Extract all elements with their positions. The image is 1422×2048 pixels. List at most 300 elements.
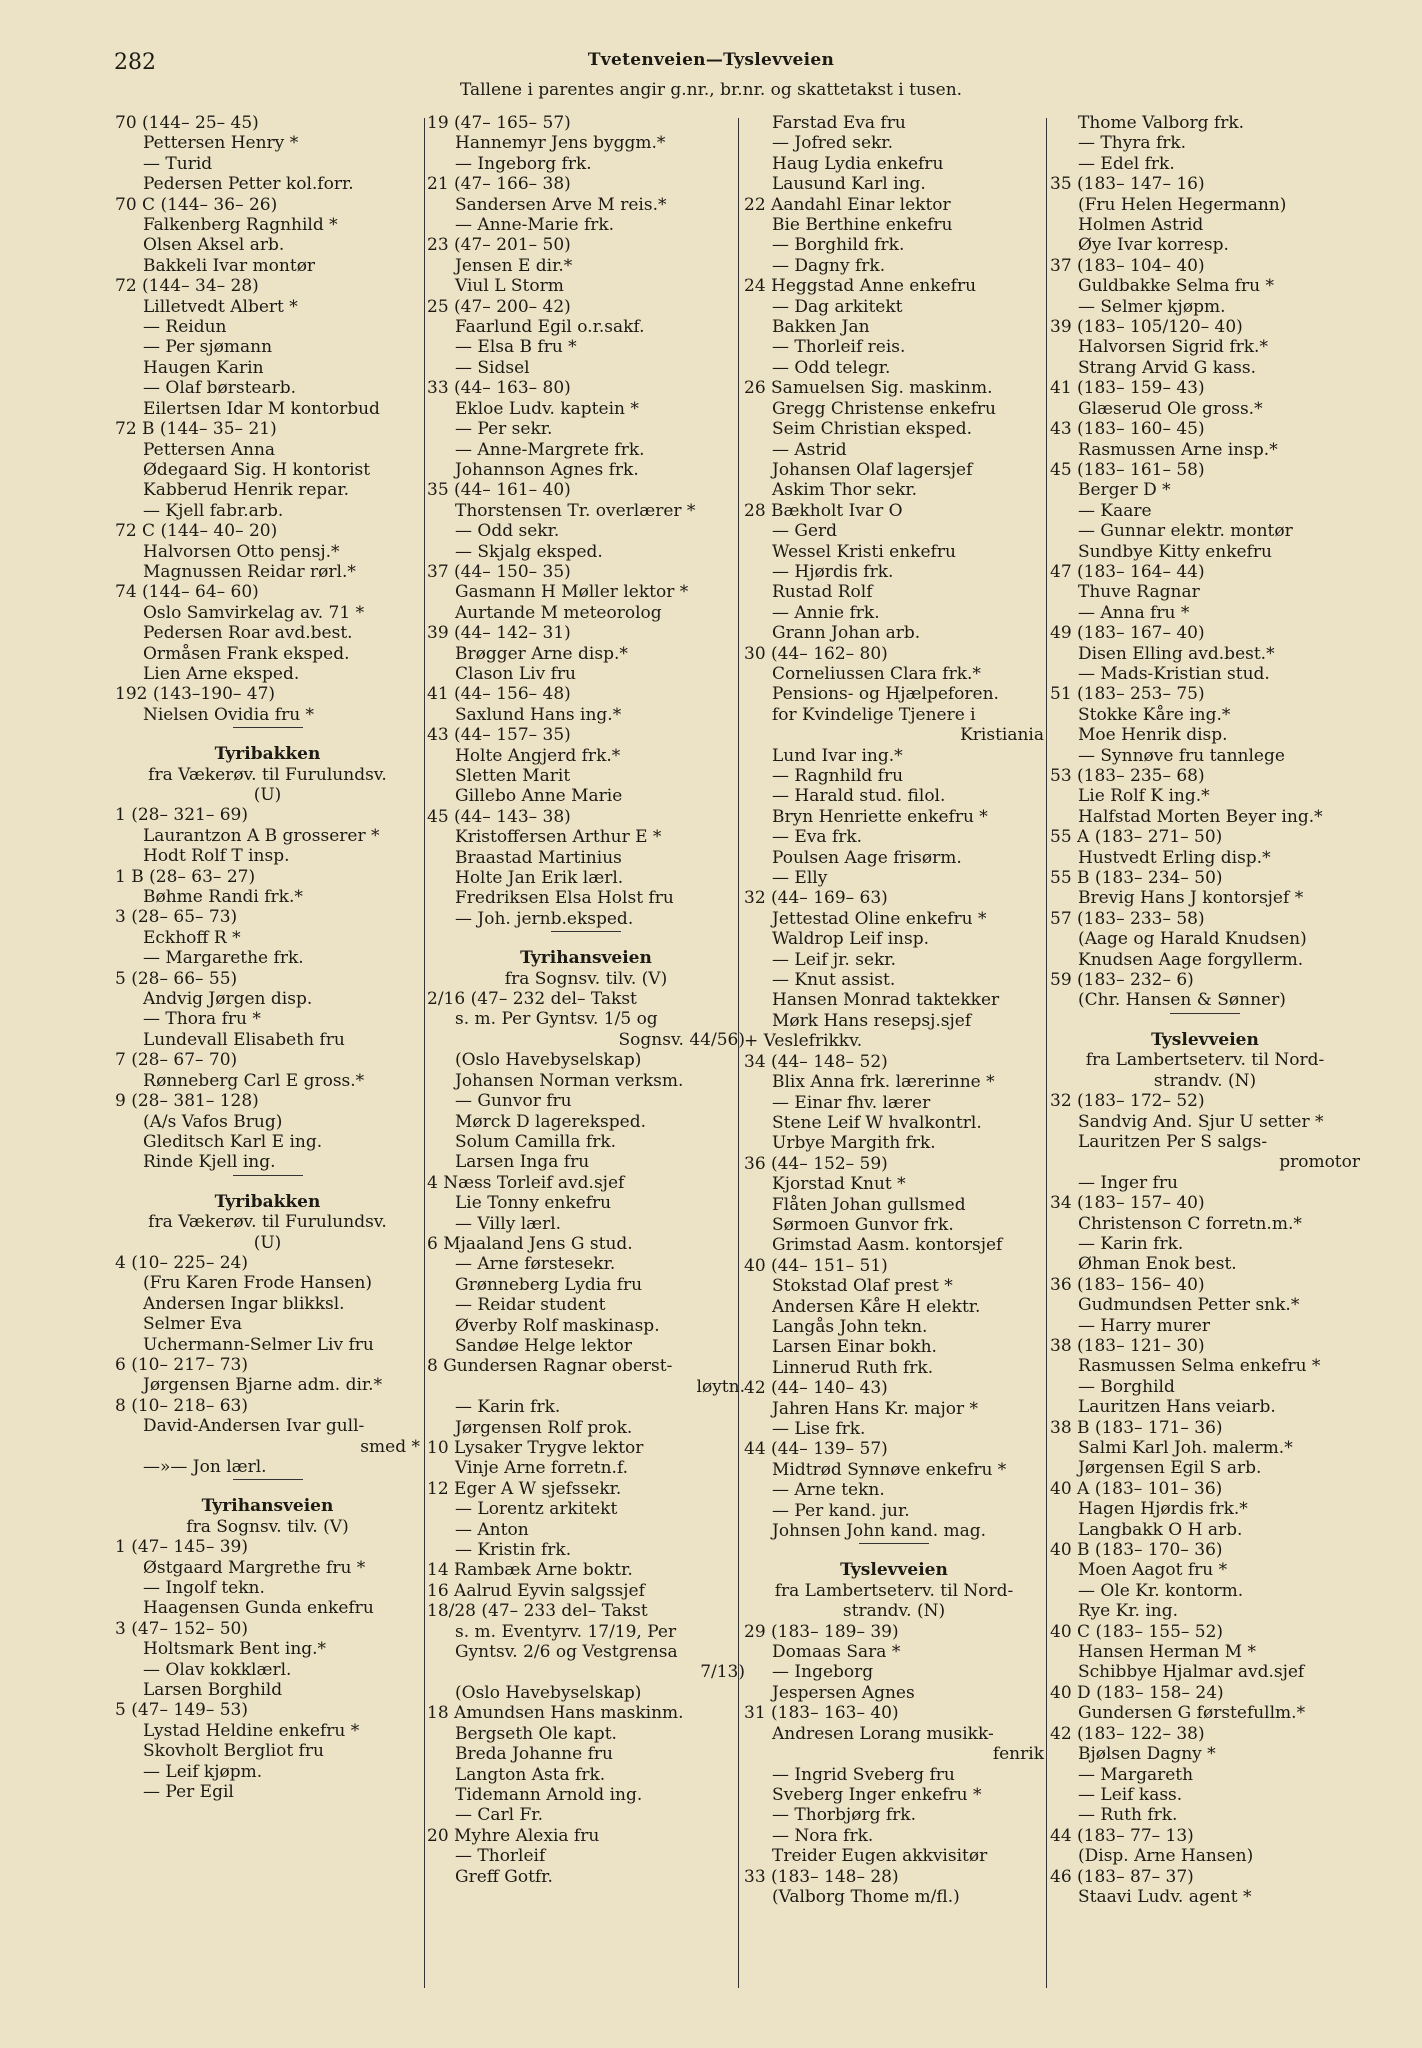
resident-line: Clason Liv fru <box>455 663 576 684</box>
address-line: 38 (183– 121– 30) <box>1050 1335 1205 1356</box>
resident-line: Øye Ivar korresp. <box>1078 235 1229 256</box>
address-line: 32 (44– 169– 63) <box>744 888 888 909</box>
resident-line: Oslo Samvirkelag av. 71 * <box>143 602 365 623</box>
resident-line: Ødegaard Sig. H kontorist <box>143 459 371 480</box>
address-line: 70 (144– 25– 45) <box>115 113 259 133</box>
resident-line: Holte Jan Erik lærl. <box>455 868 624 889</box>
address-line: 33 (44– 163– 80) <box>427 378 571 399</box>
address-line: 16 Aalrud Eyvin salgssjef <box>427 1580 645 1601</box>
address-line: 36 (44– 152– 59) <box>744 1153 888 1174</box>
resident-line: Halvorsen Sigrid frk.* <box>1078 337 1268 358</box>
resident-line: — Thorbjørg frk. <box>772 1805 916 1826</box>
resident-line: — Kaare <box>1078 500 1152 521</box>
resident-line: Johansen Olaf lagersjef <box>772 459 973 480</box>
resident-line: — Anne-Marie frk. <box>455 215 615 236</box>
column-divider <box>1046 118 1047 1988</box>
resident-line: Lauritzen Per S salgs- <box>1078 1131 1268 1152</box>
resident-line: Langås John tekn. <box>772 1316 928 1337</box>
address-line: 35 (44– 161– 40) <box>427 480 571 501</box>
resident-line: Brevig Hans J kontorsjef * <box>1078 888 1304 909</box>
resident-line: — Kjell fabr.arb. <box>143 500 284 521</box>
resident-line: Gundersen G førstefullm.* <box>1078 1703 1306 1724</box>
resident-line: — Per kand. jur. <box>772 1500 910 1521</box>
resident-line: Larsen Inga fru <box>455 1152 590 1173</box>
resident-line: Lie Tonny enkefru <box>455 1193 612 1214</box>
address-line: 1 (28– 321– 69) <box>115 805 249 826</box>
resident-line: — Ingeborg frk. <box>455 153 592 174</box>
resident-line: Pedersen Roar avd.best. <box>143 623 353 644</box>
resident-line: Disen Elling avd.best.* <box>1078 643 1275 664</box>
resident-line: — Thorleif reis. <box>772 337 906 358</box>
resident-line: — Ingeborg <box>772 1662 874 1683</box>
resident-line: — Eva frk. <box>772 827 863 848</box>
resident-line: Poulsen Aage frisørm. <box>772 847 962 868</box>
resident-line: Solum Camilla frk. <box>455 1131 617 1152</box>
resident-line: — Joh. jernb.eksped. <box>455 908 634 929</box>
resident-line: — Thora fru * <box>143 1009 261 1030</box>
resident-line: (Valborg Thome m/fl.) <box>772 1886 960 1907</box>
resident-line: — Nora frk. <box>772 1825 874 1846</box>
address-line: 45 (44– 143– 38) <box>427 806 571 827</box>
line-continuation: løytn. <box>696 1376 745 1397</box>
resident-line: Thuve Ragnar <box>1078 582 1200 603</box>
resident-line: — Reidar student <box>455 1295 606 1316</box>
address-line: 19 (47– 165– 57) <box>427 113 571 133</box>
resident-line: Kristoffersen Arthur E * <box>455 827 662 848</box>
address-line: 72 C (144– 40– 20) <box>115 521 278 542</box>
address-line: 41 (183– 159– 43) <box>1050 378 1205 399</box>
resident-line: Lausund Karl ing. <box>772 174 926 195</box>
section-divider <box>1170 1013 1240 1014</box>
street-range: fra Lambertseterv. til Nord- <box>774 1580 1014 1601</box>
resident-line: Lauritzen Hans veiarb. <box>1078 1397 1276 1418</box>
address-line: 37 (183– 104– 40) <box>1050 255 1205 276</box>
address-line: 49 (183– 167– 40) <box>1050 623 1205 644</box>
address-line: 53 (183– 235– 68) <box>1050 766 1205 786</box>
address-line: 1 (47– 145– 39) <box>115 1537 249 1558</box>
resident-line: Lie Rolf K ing.* <box>1078 786 1210 807</box>
street-range: fra Sognsv. tilv. (V) <box>186 1516 349 1537</box>
resident-line: Hagen Hjørdis frk.* <box>1078 1499 1248 1520</box>
resident-line: Thorstensen Tr. overlærer * <box>455 500 696 521</box>
resident-line: (A/s Vafos Brug) <box>143 1111 283 1132</box>
resident-line: Larsen Borghild <box>143 1680 283 1701</box>
address-line: 41 (44– 156– 48) <box>427 684 571 705</box>
resident-line: Guldbakke Selma fru * <box>1078 276 1275 297</box>
resident-line: Knudsen Aage forgyllerm. <box>1078 949 1304 970</box>
resident-line: Corneliussen Clara frk.* <box>772 663 981 684</box>
resident-line: (Fru Karen Frode Hansen) <box>143 1273 373 1294</box>
resident-line: Eilertsen Idar M kontorbud <box>143 398 380 419</box>
resident-line: Askim Thor sekr. <box>772 480 918 501</box>
address-line: 6 (10– 217– 73) <box>115 1354 249 1375</box>
resident-line: — Anton <box>455 1519 529 1540</box>
address-line: 24 Heggstad Anne enkefru <box>744 276 977 297</box>
resident-line: — Borghild frk. <box>772 235 905 256</box>
resident-line: Rinde Kjell ing. <box>143 1152 276 1173</box>
resident-line: Haug Lydia enkefru <box>772 153 944 174</box>
resident-line: — Odd telegr. <box>772 357 891 378</box>
street-range: (U) <box>253 785 282 805</box>
street-heading: Tyslevveien <box>840 1560 948 1581</box>
resident-line: Hansen Monrad taktekker <box>772 990 1000 1011</box>
line-continuation: smed * <box>360 1436 420 1457</box>
resident-line: Gasmann H Møller lektor * <box>455 582 689 603</box>
resident-line: Berger D * <box>1078 480 1171 501</box>
address-line: 26 Samuelsen Sig. maskinm. <box>744 378 993 399</box>
resident-line: Johannson Agnes frk. <box>455 459 639 480</box>
address-line: 45 (183– 161– 58) <box>1050 459 1205 480</box>
address-line: 39 (44– 142– 31) <box>427 623 571 644</box>
street-heading: Tyribakken <box>214 1191 321 1212</box>
street-heading: Tyrihansveien <box>201 1496 334 1517</box>
resident-line: Eckhoff R * <box>143 927 241 948</box>
address-line: 70 C (144– 36– 26) <box>115 194 278 215</box>
resident-line: Holmen Astrid <box>1078 215 1204 236</box>
resident-line: — Gerd <box>772 521 838 542</box>
resident-line: (Chr. Hansen & Sønner) <box>1078 990 1286 1011</box>
resident-line: Halvorsen Otto pensj.* <box>143 541 340 562</box>
resident-line: Sørmoen Gunvor frk. <box>772 1214 954 1235</box>
address-line: 3 (28– 65– 73) <box>115 907 238 928</box>
resident-line: s. m. Eventyrv. 17/19, Per <box>455 1621 677 1642</box>
resident-line: Lien Arne eksped. <box>143 663 300 684</box>
line-continuation: Kristiania <box>960 725 1044 746</box>
address-line: 32 (183– 172– 52) <box>1050 1091 1205 1112</box>
resident-line: Jørgensen Rolf prok. <box>455 1417 633 1438</box>
column-1 <box>115 113 420 1803</box>
resident-line: — Leif jr. sekr. <box>772 949 896 970</box>
address-line: 20 Myhre Alexia fru <box>427 1825 600 1846</box>
resident-line: — Kristin frk. <box>455 1540 572 1561</box>
resident-line: Magnussen Reidar rørl.* <box>143 561 356 582</box>
resident-line: Stokke Kåre ing.* <box>1078 704 1231 725</box>
address-line: 40 B (183– 170– 36) <box>1050 1540 1223 1561</box>
resident-line: Jørgensen Bjarne adm. dir.* <box>143 1375 383 1396</box>
address-line: 8 Gundersen Ragnar oberst- <box>427 1356 673 1377</box>
address-line: 47 (183– 164– 44) <box>1050 561 1205 582</box>
resident-line: Lundevall Elisabeth fru <box>143 1029 345 1050</box>
resident-line: — Ruth frk. <box>1078 1805 1178 1826</box>
resident-line: Mørck D lagereksped. <box>455 1111 646 1132</box>
resident-line: Sandøe Helge lektor <box>455 1335 632 1356</box>
address-line: 57 (183– 233– 58) <box>1050 908 1205 929</box>
resident-line: Gleditsch Karl E ing. <box>143 1131 323 1152</box>
resident-line: Holtsmark Bent ing.* <box>143 1639 327 1660</box>
resident-line: Pettersen Anna <box>143 439 276 460</box>
street-heading: Tyslevveien <box>1151 1029 1259 1050</box>
resident-line: — Harald stud. filol. <box>772 786 946 807</box>
resident-line: — Annie frk. <box>772 602 880 623</box>
resident-line: — Arne tekn. <box>772 1480 885 1501</box>
resident-line: — Villy lærl. <box>455 1213 562 1234</box>
resident-line: — Selmer kjøpm. <box>1078 296 1226 317</box>
street-range: fra Lambertseterv. til Nord- <box>1085 1050 1325 1071</box>
resident-line: Andersen Ingar blikksl. <box>143 1293 345 1314</box>
resident-line: Moen Aagot fru * <box>1078 1560 1228 1581</box>
resident-line: Rasmussen Arne insp.* <box>1078 439 1278 460</box>
resident-line: — Odd sekr. <box>455 521 560 542</box>
address-line: 40 D (183– 158– 24) <box>1050 1682 1224 1703</box>
address-line: 37 (44– 150– 35) <box>427 561 571 582</box>
resident-line: Gregg Christense enkefru <box>772 398 996 419</box>
resident-line: — Per sjømann <box>143 337 273 358</box>
address-line: + Veslefrikkv. <box>744 1031 863 1052</box>
resident-line: — Thorleif <box>455 1846 546 1867</box>
resident-line: (Fru Helen Hegermann) <box>1078 194 1287 215</box>
resident-line: Gillebo Anne Marie <box>455 786 623 807</box>
resident-line: Braastad Martinius <box>455 847 622 868</box>
resident-line: — Elsa B fru * <box>455 337 577 358</box>
address-line: 40 (44– 151– 51) <box>744 1255 888 1276</box>
resident-line: Rustad Rolf <box>772 582 873 603</box>
section-divider <box>859 1543 929 1544</box>
resident-line: Mørk Hans resepsj.sjef <box>772 1010 972 1031</box>
resident-line: Glæserud Ole gross.* <box>1078 398 1263 419</box>
resident-line: Lilletvedt Albert * <box>143 296 298 317</box>
resident-line: — Lise frk. <box>772 1419 866 1439</box>
resident-line: — Ole Kr. kontorm. <box>1078 1580 1244 1601</box>
resident-line: Skovholt Bergliot fru <box>143 1741 324 1762</box>
address-line: 5 (47– 149– 53) <box>115 1700 249 1721</box>
resident-line: Kjorstad Knut * <box>772 1174 906 1195</box>
address-line: 44 (183– 77– 13) <box>1050 1825 1194 1846</box>
resident-line: — Leif kass. <box>1078 1784 1183 1805</box>
address-line: 72 B (144– 35– 21) <box>115 419 277 440</box>
resident-line: — Lorentz arkitekt <box>455 1499 618 1520</box>
resident-line: Ormåsen Frank eksped. <box>143 643 350 664</box>
address-line: 44 (44– 139– 57) <box>744 1439 888 1460</box>
address-line: 28 Bækholt Ivar O <box>744 500 903 521</box>
resident-line: —»— Jon lærl. <box>143 1457 267 1477</box>
address-line: 30 (44– 162– 80) <box>744 643 888 664</box>
address-line: 8 (10– 218– 63) <box>115 1395 249 1416</box>
resident-line: — Thyra frk. <box>1078 133 1187 154</box>
resident-line: — Elly <box>772 868 828 889</box>
address-line: 7 (28– 67– 70) <box>115 1050 238 1071</box>
resident-line: Bøhme Randi frk.* <box>143 887 303 908</box>
resident-line: Jespersen Agnes <box>772 1682 915 1703</box>
resident-line: Ekloe Ludv. kaptein * <box>455 398 639 419</box>
resident-line: — Einar fhv. lærer <box>772 1092 931 1113</box>
resident-line: Salmi Karl Joh. malerm.* <box>1078 1438 1293 1458</box>
resident-line: Tidemann Arnold ing. <box>455 1784 643 1805</box>
address-line: 39 (183– 105/120– 40) <box>1050 317 1243 338</box>
resident-line: — Skjalg eksped. <box>455 541 603 562</box>
street-range: fra Sognsv. tilv. (V) <box>504 968 668 989</box>
resident-line: David-Andersen Ivar gull- <box>143 1416 365 1437</box>
address-line: 36 (183– 156– 40) <box>1050 1274 1205 1295</box>
resident-line: Strang Arvid G kass. <box>1078 357 1256 378</box>
resident-line: — Leif kjøpm. <box>143 1761 263 1782</box>
address-line: 55 A (183– 271– 50) <box>1050 827 1223 848</box>
resident-line: Langbakk O H arb. <box>1078 1519 1243 1540</box>
resident-line: (Oslo Havebyselskap) <box>455 1050 642 1071</box>
resident-line: Stokstad Olaf prest * <box>772 1276 953 1297</box>
resident-line: Vinje Arne forretn.f. <box>455 1458 629 1479</box>
resident-line: Aurtande M meteorolog <box>455 602 662 623</box>
resident-line: — Margareth <box>1078 1764 1194 1785</box>
resident-line: Gudmundsen Petter snk.* <box>1078 1295 1300 1316</box>
street-heading: Tyrihansveien <box>520 948 652 969</box>
resident-line: Laurantzon A B grosserer * <box>143 825 380 846</box>
address-line: 59 (183– 232– 6) <box>1050 970 1194 991</box>
resident-line: Bakkeli Ivar montør <box>143 255 316 276</box>
resident-line: Kabberud Henrik repar. <box>143 480 349 501</box>
page-subtitle: Tallene i parentes angir g.nr., br.nr. og skattetakst i tusen. <box>459 80 963 100</box>
resident-line: Farstad Eva fru <box>772 113 906 133</box>
address-line: 31 (183– 163– 40) <box>744 1703 899 1724</box>
address-line: 46 (183– 87– 37) <box>1050 1866 1194 1887</box>
resident-line: Moe Henrik disp. <box>1078 725 1228 746</box>
address-line: 51 (183– 253– 75) <box>1050 684 1205 705</box>
resident-line: Haugen Karin <box>143 357 264 378</box>
resident-line: — Jofred sekr. <box>772 133 893 154</box>
resident-line: — Synnøve fru tannlege <box>1078 745 1285 766</box>
address-line: 6 Mjaaland Jens G stud. <box>427 1233 633 1254</box>
address-line: 35 (183– 147– 16) <box>1050 174 1205 195</box>
resident-line: Seim Christian eksped. <box>772 419 972 440</box>
resident-line: Gyntsv. 2/6 og Vestgrensa <box>455 1642 678 1663</box>
resident-line: — Gunvor fru <box>455 1091 572 1112</box>
address-line: 21 (47– 166– 38) <box>427 174 571 195</box>
resident-line: Greff Gotfr. <box>455 1866 553 1887</box>
resident-line: Holte Angjerd frk.* <box>455 745 621 766</box>
address-line: 74 (144– 64– 60) <box>115 582 259 603</box>
address-line: 9 (28– 381– 128) <box>115 1091 259 1112</box>
resident-line: Urbye Margith frk. <box>772 1133 936 1154</box>
resident-line: — Karin frk. <box>1078 1233 1184 1254</box>
resident-line: Falkenberg Ragnhild * <box>143 215 338 236</box>
section-divider <box>551 931 621 932</box>
resident-line: — Carl Fr. <box>455 1805 543 1826</box>
resident-line: Bjølsen Dagny * <box>1078 1744 1216 1765</box>
resident-line: — Sidsel <box>455 357 530 378</box>
resident-line: — Per Egil <box>143 1782 234 1803</box>
line-continuation: promotor <box>1279 1152 1360 1173</box>
address-line: 43 (183– 160– 45) <box>1050 419 1205 440</box>
resident-line: Sundbye Kitty enkefru <box>1078 541 1272 562</box>
address-line: 25 (47– 200– 42) <box>427 296 571 317</box>
resident-line: Sletten Marit <box>455 766 571 786</box>
resident-line: Treider Eugen akkvisitør <box>772 1846 988 1867</box>
resident-line: — Edel frk. <box>1078 153 1175 174</box>
resident-line: Lystad Heldine enkefru * <box>143 1720 360 1741</box>
resident-line: Jahren Hans Kr. major * <box>772 1398 979 1419</box>
resident-line: Øhman Enok best. <box>1078 1254 1237 1275</box>
address-line: 5 (28– 66– 55) <box>115 968 238 989</box>
resident-line: — Dag arkitekt <box>772 296 903 317</box>
resident-line: Schibbye Hjalmar avd.sjef <box>1078 1662 1305 1683</box>
resident-line: — Olav kokklærl. <box>143 1659 292 1680</box>
resident-line: — Ingolf tekn. <box>143 1578 265 1599</box>
resident-line: Linnerud Ruth frk. <box>772 1357 934 1378</box>
street-range: fra Vækerøv. til Furulundsv. <box>148 1212 387 1233</box>
address-line: 3 (47– 152– 50) <box>115 1618 249 1639</box>
resident-line: Grann Johan arb. <box>772 623 921 644</box>
address-line: 72 (144– 34– 28) <box>115 276 259 297</box>
resident-line: Sveberg Inger enkefru * <box>772 1784 982 1805</box>
resident-line: Flåten Johan gullsmed <box>772 1194 966 1215</box>
resident-line: Grimstad Aasm. kontorsjef <box>772 1235 1003 1256</box>
column-3 <box>744 113 1044 1907</box>
address-line: 34 (44– 148– 52) <box>744 1051 888 1072</box>
address-line: 18/28 (47– 233 del– Takst <box>427 1601 648 1622</box>
resident-line: — Arne førstesekr. <box>455 1254 616 1275</box>
resident-line: Sandersen Arve M reis.* <box>455 194 667 215</box>
address-line: 40 A (183– 101– 36) <box>1050 1478 1223 1499</box>
address-line: 34 (183– 157– 40) <box>1050 1193 1205 1214</box>
resident-line: Johansen Norman verksm. <box>455 1070 684 1091</box>
resident-line: Waldrop Leif insp. <box>772 929 929 950</box>
resident-line: — Mads-Kristian stud. <box>1078 663 1270 684</box>
resident-line: Selmer Eva <box>143 1314 243 1335</box>
street-heading: Tyribakken <box>214 744 321 765</box>
address-line: 4 Næss Torleif avd.sjef <box>427 1172 625 1193</box>
resident-line: — Anna fru * <box>1078 602 1190 623</box>
resident-line: Fredriksen Elsa Holst fru <box>455 888 674 909</box>
resident-line: — Gunnar elektr. montør <box>1078 521 1293 542</box>
resident-line: Faarlund Egil o.r.sakf. <box>455 317 645 338</box>
resident-line: — Margarethe frk. <box>143 948 304 969</box>
address-line: 42 (183– 122– 38) <box>1050 1723 1205 1744</box>
address-line: 33 (183– 148– 28) <box>744 1866 899 1887</box>
resident-line: Breda Johanne fru <box>455 1744 613 1765</box>
resident-line: Pettersen Henry * <box>143 133 299 154</box>
resident-line: — Dagny frk. <box>772 255 886 276</box>
address-line: 29 (183– 189– 39) <box>744 1621 899 1642</box>
resident-line: (Aage og Harald Knudsen) <box>1078 929 1307 950</box>
resident-line: Johnsen John kand. mag. <box>772 1521 987 1542</box>
resident-line: Viul L Storm <box>455 276 564 297</box>
section-divider <box>233 727 303 728</box>
address-line: 12 Eger A W sjefssekr. <box>427 1478 622 1499</box>
page-number: 282 <box>114 50 156 75</box>
resident-line: — Hjørdis frk. <box>772 561 894 582</box>
resident-line: Jørgensen Egil S arb. <box>1078 1458 1262 1479</box>
street-range: (U) <box>253 1232 282 1253</box>
resident-line: Bakken Jan <box>772 317 870 338</box>
resident-line: Olsen Aksel arb. <box>143 235 285 256</box>
street-range: strandv. (N) <box>842 1601 946 1622</box>
address-line: 14 Rambæk Arne boktr. <box>427 1560 633 1581</box>
resident-line: Blix Anna frk. lærerinne * <box>772 1072 995 1093</box>
resident-line: Halfstad Morten Beyer ing.* <box>1078 806 1323 827</box>
column-2 <box>427 113 745 1887</box>
resident-line: — Harry murer <box>1078 1315 1211 1336</box>
resident-line: Jettestad Oline enkefru * <box>772 908 987 929</box>
resident-line: Larsen Einar bokh. <box>772 1337 937 1358</box>
address-line: 1 B (28– 63– 27) <box>115 866 256 887</box>
resident-line: Grønneberg Lydia fru <box>455 1274 643 1295</box>
resident-line: Bryn Henriette enkefru * <box>772 806 988 827</box>
address-line: 23 (47– 201– 50) <box>427 235 571 256</box>
address-line: 40 C (183– 155– 52) <box>1050 1621 1224 1642</box>
resident-line: Sandvig And. Sjur U setter * <box>1078 1111 1324 1132</box>
resident-line: — Ragnhild fru <box>772 766 904 786</box>
resident-line: Andvig Jørgen disp. <box>143 989 313 1010</box>
resident-line: Thome Valborg frk. <box>1078 113 1245 133</box>
resident-line: Pensions- og Hjælpeforen. <box>772 684 999 705</box>
line-continuation: Sognsv. 44/56) <box>618 1029 745 1050</box>
resident-line: Hannemyr Jens byggm.* <box>455 133 666 154</box>
address-line: 22 Aandahl Einar lektor <box>744 194 951 215</box>
resident-line: Haagensen Gunda enkefru <box>143 1598 374 1619</box>
section-divider <box>233 1175 303 1176</box>
resident-line: Pedersen Petter kol.forr. <box>143 174 354 195</box>
address-line: 192 (143–190– 47) <box>115 684 276 705</box>
resident-line: Bergseth Ole kapt. <box>455 1723 617 1744</box>
